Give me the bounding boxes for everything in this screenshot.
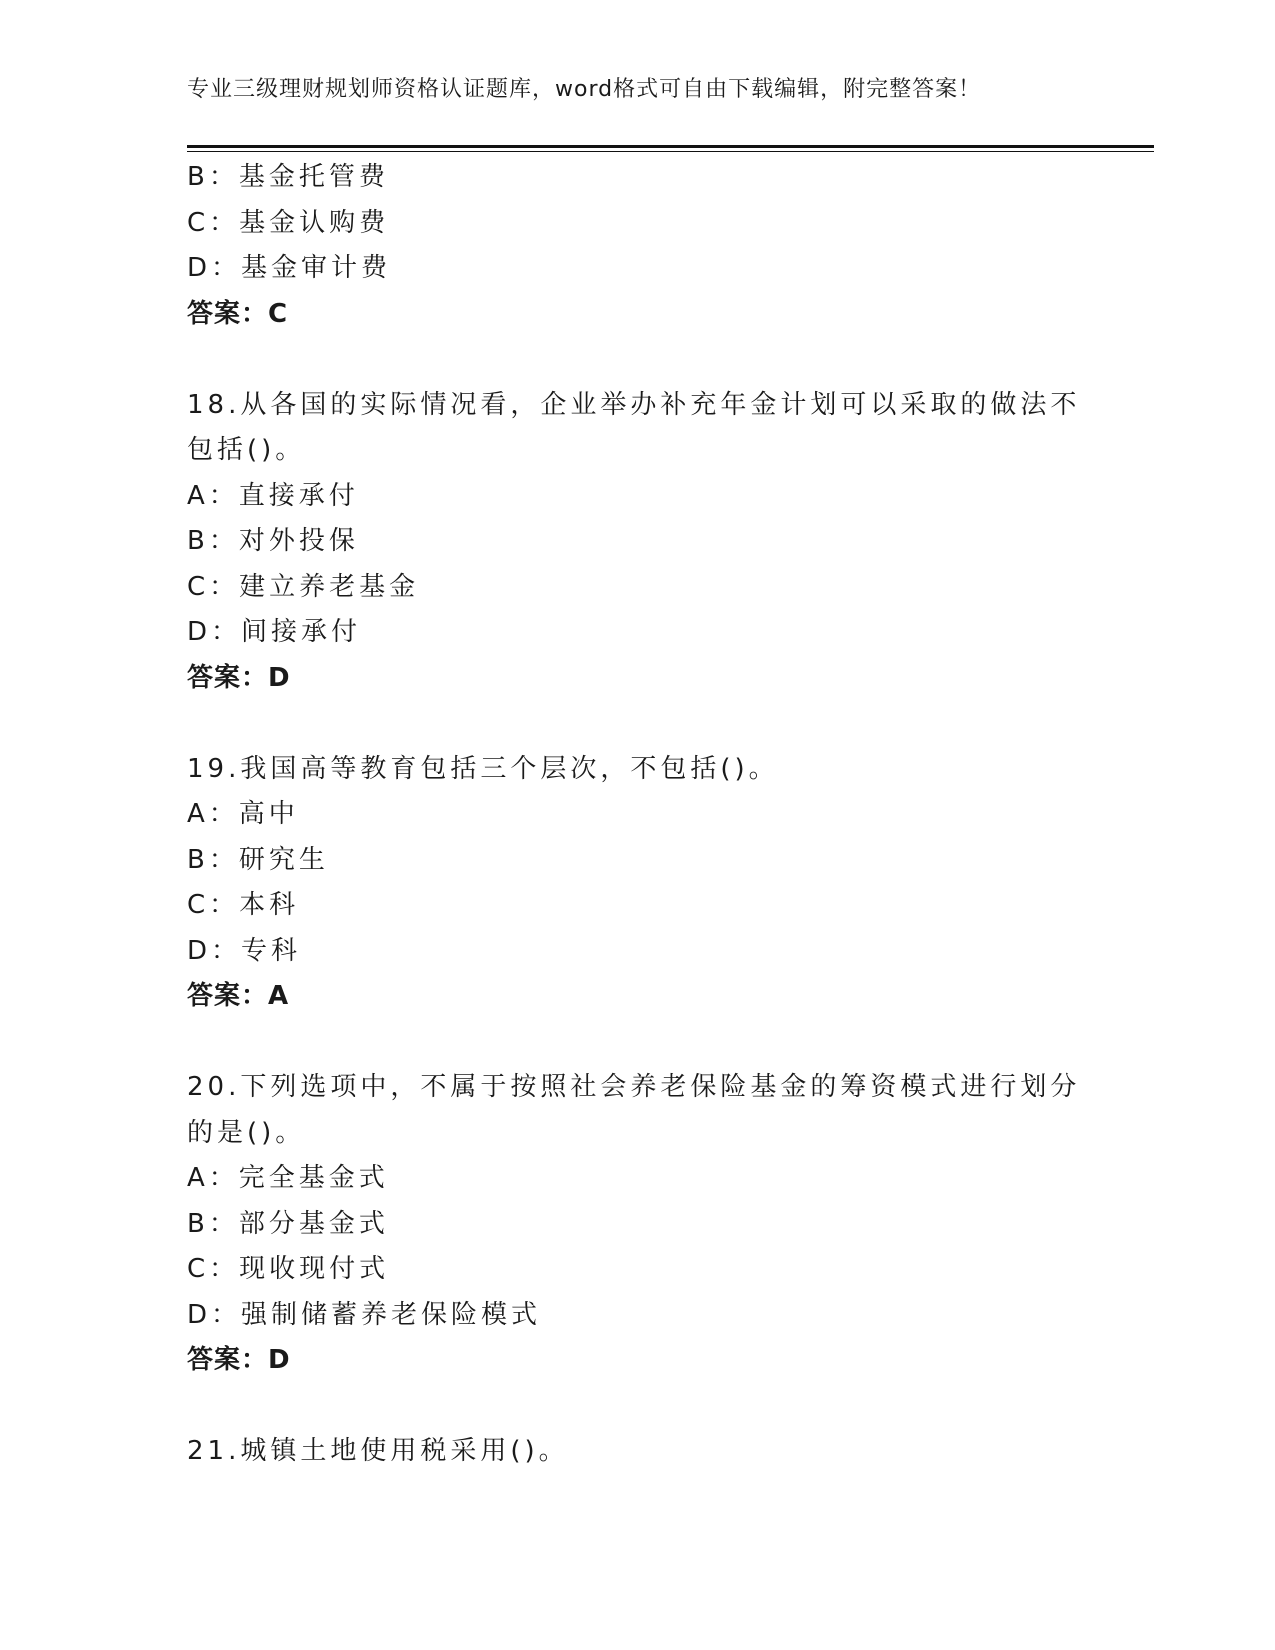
option-d: D：专科 [187,935,302,966]
question-stem: 18.从各国的实际情况看，企业举办补充年金计划可以采取的做法不包括()。 [187,389,1081,465]
question-21 [187,1429,1087,1475]
option-b: B：对外投保 [187,526,359,556]
option-a: A：直接承付 [187,480,359,511]
question-18 [187,383,1087,702]
question-stem: 19.我国高等教育包括三个层次，不包括()。 [187,753,779,784]
option-c: C：基金认购费 [187,207,390,238]
option-a: A：高中 [187,799,299,829]
page-header: 专业三级理财规划师资格认证题库，word格式可自由下载编辑，附完整答案！ [187,77,982,102]
question-list [187,155,1087,1475]
option-c: C：建立养老基金 [187,571,420,602]
option-c: C：现收现付式 [187,1254,390,1284]
option-d: D：基金审计费 [187,253,392,283]
header-rule-thin [187,151,1154,152]
question-19 [187,747,1087,1020]
answer-line: 答案：A [187,981,290,1011]
question-stem: 21.城镇土地使用税采用()。 [187,1436,569,1466]
option-d: D：间接承付 [187,617,362,647]
question-stem: 20.下列选项中，不属于按照社会养老保险基金的筹资模式进行划分的是()。 [187,1072,1081,1148]
option-d: D：强制储蓄养老保险模式 [187,1299,542,1330]
continued-question [187,155,1087,337]
header-rule-thick [187,145,1154,148]
option-b: B：基金托管费 [187,162,389,192]
option-b: B：部分基金式 [187,1208,389,1239]
answer-line: 答案：D [187,1345,291,1375]
answer-line: 答案：D [187,662,291,693]
option-b: B：研究生 [187,844,329,875]
option-c: C：本科 [187,890,300,920]
answer-line: 答案：C [187,298,289,329]
question-20 [187,1065,1087,1384]
option-a: A：完全基金式 [187,1163,389,1193]
